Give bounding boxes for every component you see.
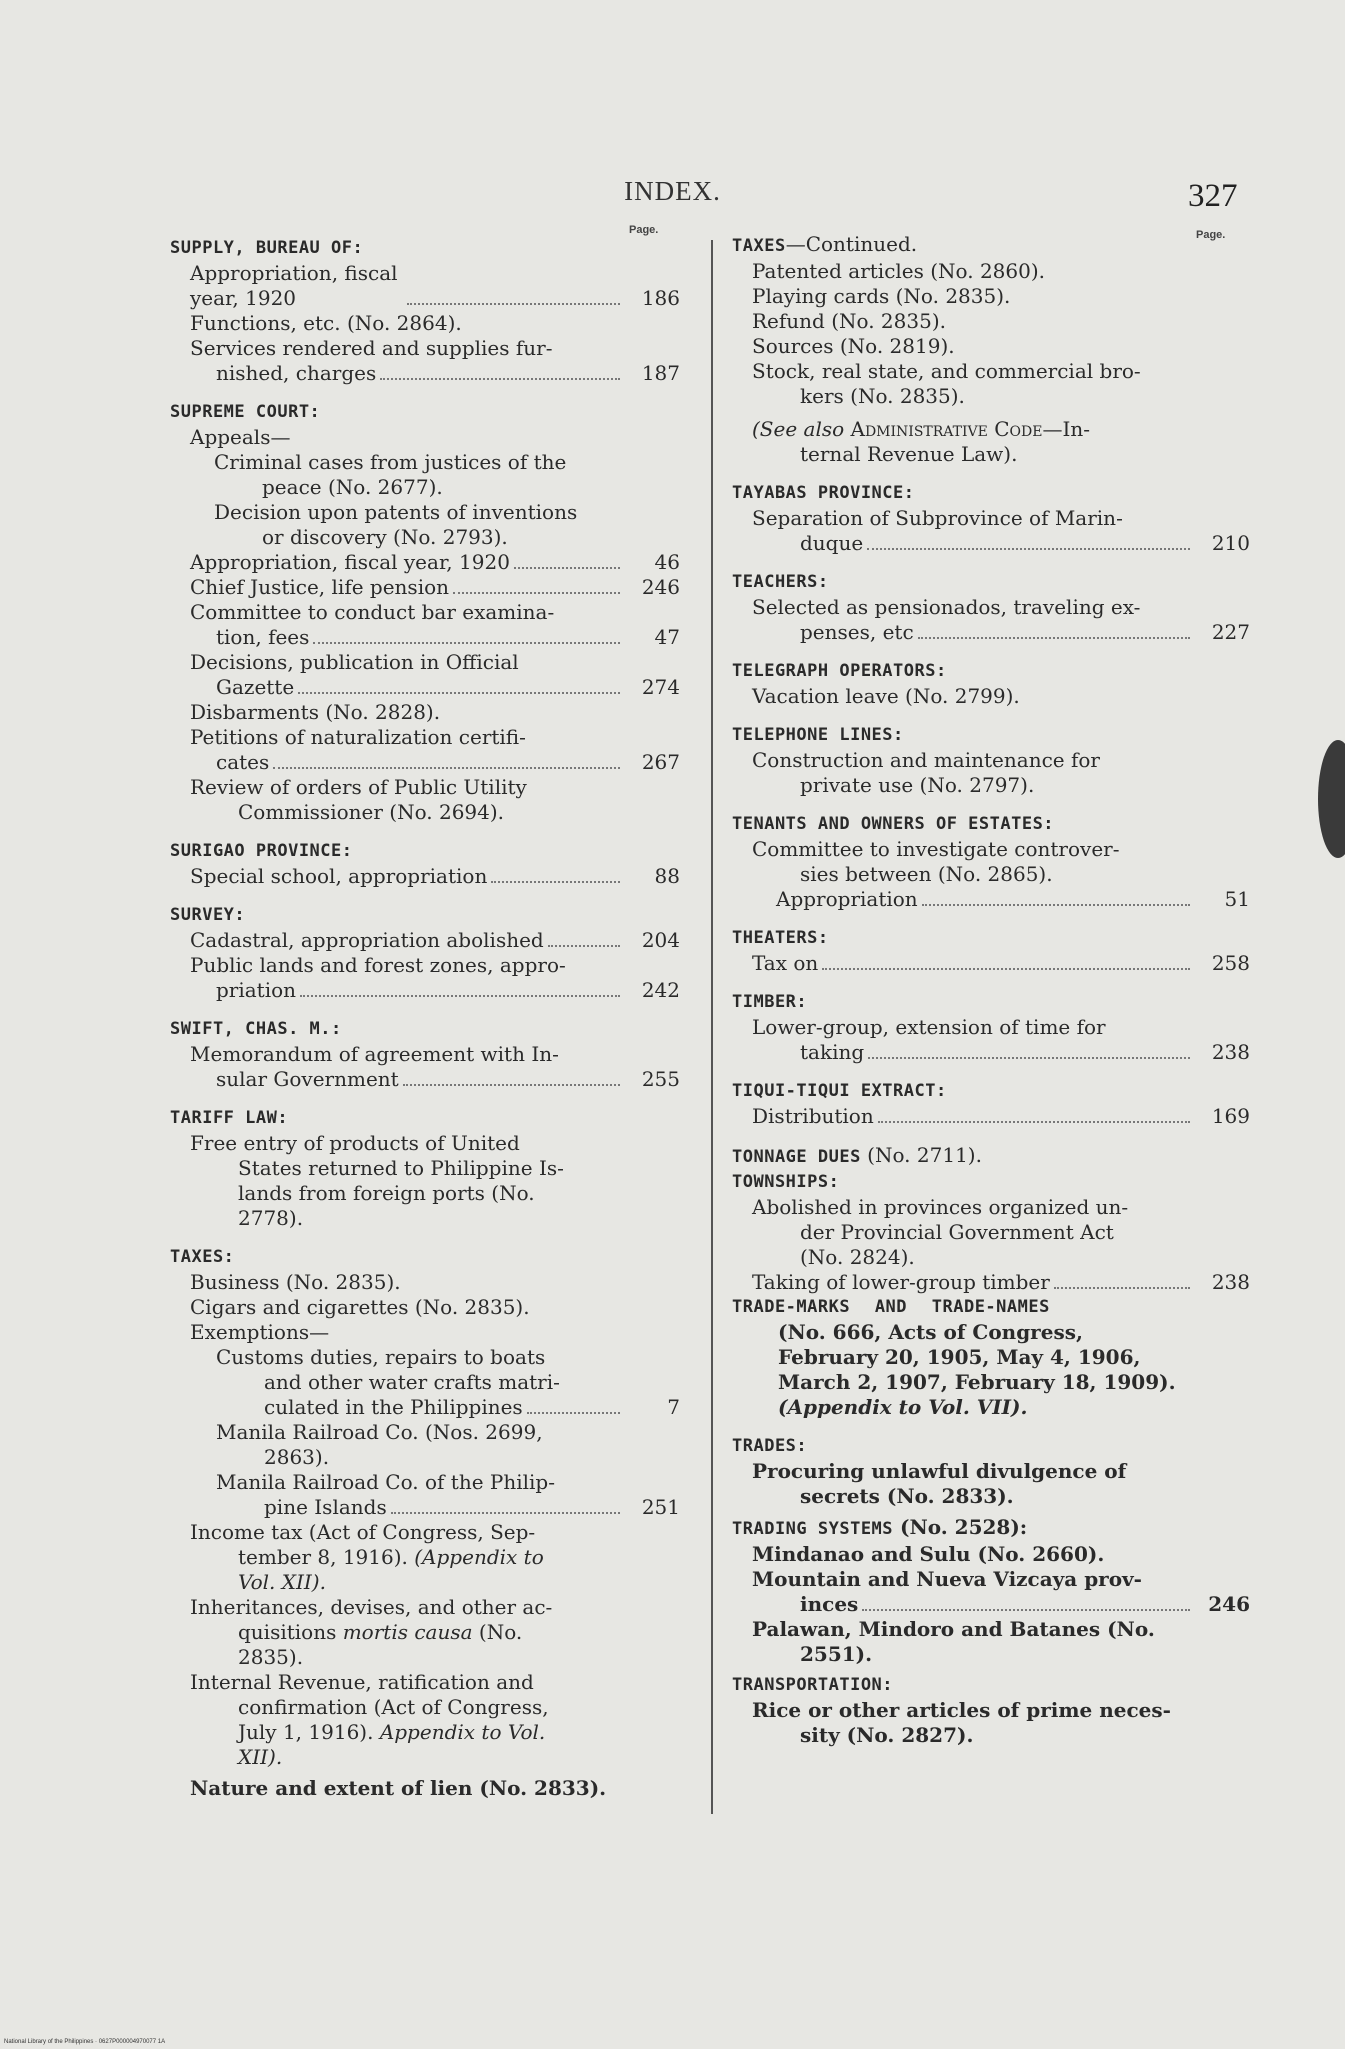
index-entry: Functions, etc. (No. 2864). — [190, 311, 462, 335]
index-heading: TARIFF LAW: — [170, 1108, 289, 1128]
page-ref: 88 — [654, 864, 680, 888]
index-heading: TRADES: — [732, 1436, 808, 1456]
index-entry: Income tax (Act of Congress, Sep- — [190, 1520, 536, 1544]
index-entry: XII). — [238, 1745, 283, 1769]
index-entry: Abolished in provinces organized un- — [752, 1195, 1129, 1219]
index-entry: Inheritances, devises, and other ac- — [190, 1595, 553, 1619]
cross-reference: ternal Revenue Law). — [800, 442, 1018, 466]
index-entry: Business (No. 2835). — [190, 1270, 401, 1294]
index-entry: Review of orders of Public Utility — [190, 775, 527, 799]
scan-credit: National Library of the Philippines · 0627P000004970077 1A — [4, 2039, 166, 2045]
index-entry: Free entry of products of United — [190, 1131, 520, 1155]
page-ref: 251 — [641, 1495, 680, 1519]
index-heading: TENANTS AND OWNERS OF ESTATES: — [732, 814, 1055, 834]
page-ref: 186 — [641, 286, 680, 310]
index-entry: Selected as pensionados, traveling ex- — [752, 595, 1141, 619]
index-entry: private use (No. 2797). — [800, 773, 1035, 797]
index-entry: Special school, appropriation 88 — [190, 864, 680, 888]
index-entry: Vacation leave (No. 2799). — [752, 684, 1020, 708]
index-entry: tember 8, 1916). (Appendix to — [238, 1545, 544, 1569]
index-entry: culated in the Philippines 7 — [264, 1395, 680, 1419]
index-heading: TEACHERS: — [732, 572, 829, 592]
index-heading: SURVEY: — [170, 905, 246, 925]
index-heading: THEATERS: — [732, 928, 829, 948]
index-entry: March 2, 1907, February 18, 1909). — [778, 1370, 1176, 1394]
index-entry: Internal Revenue, ratification and — [190, 1670, 534, 1694]
index-entry: or discovery (No. 2793). — [262, 525, 508, 549]
index-entry: confirmation (Act of Congress, — [238, 1695, 549, 1719]
index-entry: Stock, real state, and commercial bro- — [752, 359, 1141, 383]
index-entry: sity (No. 2827). — [800, 1723, 974, 1747]
index-entry: der Provincial Government Act — [800, 1220, 1114, 1244]
index-entry: (Appendix to Vol. VII). — [778, 1395, 1028, 1419]
index-entry: Distribution 169 — [752, 1104, 1250, 1128]
page-number: 327 — [1188, 178, 1238, 214]
index-entry: July 1, 1916). Appendix to Vol. — [238, 1720, 546, 1744]
index-entry: duque 210 — [800, 531, 1250, 555]
index-heading: TRADE-MARKS AND TRADE-NAMES — [732, 1297, 1050, 1317]
index-entry: Appropriation 51 — [776, 887, 1250, 911]
index-entry: Chief Justice, life pension 246 — [190, 575, 680, 599]
index-entry: Vol. XII). — [238, 1570, 326, 1594]
index-entry: (No. 2824). — [800, 1245, 915, 1269]
index-entry: Customs duties, repairs to boats — [216, 1345, 546, 1369]
index-entry: Exemptions— — [190, 1320, 330, 1344]
page-column-label-left: Page. — [629, 224, 659, 236]
index-entry: 2835). — [238, 1645, 304, 1669]
index-entry: peace (No. 2677). — [262, 475, 443, 499]
index-entry: States returned to Philippine Is- — [238, 1156, 564, 1180]
index-entry: inces 246 — [800, 1592, 1250, 1616]
index-heading: TIMBER: — [732, 992, 808, 1012]
index-entry: Criminal cases from justices of the — [214, 450, 567, 474]
index-entry: taking 238 — [800, 1040, 1250, 1064]
cross-reference: (See also Administrative Code—In- — [752, 417, 1090, 441]
index-heading: SWIFT, CHAS. M.: — [170, 1019, 342, 1039]
index-entry: Decision upon patents of inventions — [214, 500, 578, 524]
page-ref: 187 — [641, 361, 680, 385]
index-column-left — [170, 236, 680, 1801]
page-ref: 242 — [641, 978, 680, 1002]
index-entry: (No. 666, Acts of Congress, — [778, 1320, 1083, 1344]
index-column-right — [732, 232, 1250, 1748]
index-entry: Taking of lower-group timber 238 — [752, 1270, 1250, 1294]
index-entry: pine Islands 251 — [264, 1495, 680, 1519]
index-entry: Manila Railroad Co. (Nos. 2699, — [216, 1420, 543, 1444]
index-entry: kers (No. 2835). — [800, 384, 965, 408]
index-heading-continued: TAXES—Continued. — [732, 232, 918, 256]
index-heading: TAYABAS PROVINCE: — [732, 483, 915, 503]
running-title: INDEX. — [624, 176, 721, 206]
index-entry: and other water crafts matri- — [264, 1370, 560, 1394]
index-entry: tion, fees 47 — [216, 625, 680, 649]
index-entry: Gazette 274 — [216, 675, 680, 699]
index-entry: cates 267 — [216, 750, 680, 774]
index-entry: Construction and maintenance for — [752, 748, 1100, 772]
page-ref: 169 — [1211, 1104, 1250, 1128]
index-entry: Appeals— — [190, 425, 291, 449]
index-entry: Committee to conduct bar examina- — [190, 600, 555, 624]
index-heading: TAXES: — [170, 1247, 235, 1267]
index-entry: Petitions of naturalization certifi- — [190, 725, 526, 749]
index-entry: quisitions mortis causa (No. — [238, 1620, 523, 1644]
index-entry: sular Government 255 — [216, 1067, 680, 1091]
index-entry: Disbarments (No. 2828). — [190, 700, 441, 724]
index-entry: Lower-group, extension of time for — [752, 1015, 1106, 1039]
page-ref: 238 — [1211, 1270, 1250, 1294]
page-ref: 227 — [1211, 620, 1250, 644]
index-entry: Cadastral, appropriation abolished 204 — [190, 928, 680, 952]
index-heading: TRADING SYSTEMS (No. 2528): — [732, 1515, 1028, 1539]
page-column-label-right: Page. — [1196, 229, 1226, 241]
index-entry: Palawan, Mindoro and Batanes (No. — [752, 1617, 1155, 1641]
index-entry: Rice or other articles of prime neces- — [752, 1698, 1171, 1722]
index-entry: 2778). — [238, 1206, 304, 1230]
page-ref: 255 — [641, 1067, 680, 1091]
index-entry: Cigars and cigarettes (No. 2835). — [190, 1295, 530, 1319]
index-heading: TELEGRAPH OPERATORS: — [732, 661, 947, 681]
index-heading: SUPPLY, BUREAU OF: — [170, 238, 364, 258]
index-heading: TRANSPORTATION: — [732, 1675, 894, 1695]
index-entry: Sources (No. 2819). — [752, 334, 955, 358]
index-entry: Memorandum of agreement with In- — [190, 1042, 559, 1066]
index-entry: Playing cards (No. 2835). — [752, 284, 1011, 308]
page-ref: 267 — [641, 750, 680, 774]
page-ref: 274 — [641, 675, 680, 699]
index-entry: Appropriation, fiscal year, 1920 46 — [190, 550, 680, 574]
index-entry: 2551). — [800, 1642, 873, 1666]
page-ref: 204 — [641, 928, 680, 952]
page-ref: 51 — [1224, 887, 1250, 911]
index-entry: secrets (No. 2833). — [800, 1484, 1014, 1508]
page-ref: 47 — [654, 625, 680, 649]
index-entry: nished, charges 187 — [216, 361, 680, 385]
index-entry: 2863). — [264, 1445, 330, 1469]
index-entry: Patented articles (No. 2860). — [752, 259, 1046, 283]
index-entry: Committee to investigate controver- — [752, 837, 1120, 861]
index-entry: Mountain and Nueva Vizcaya prov- — [752, 1567, 1142, 1591]
index-entry: Appropriation, fiscal year, 1920 186 — [190, 261, 680, 310]
index-heading: TONNAGE DUES (No. 2711). — [732, 1143, 982, 1167]
page-ref: 246 — [1208, 1592, 1250, 1616]
index-entry: lands from foreign ports (No. — [238, 1181, 535, 1205]
index-entry: February 20, 1905, May 4, 1906, — [778, 1345, 1141, 1369]
index-heading: SURIGAO PROVINCE: — [170, 841, 353, 861]
page-ref: 46 — [654, 550, 680, 574]
index-entry: Manila Railroad Co. of the Philip- — [216, 1470, 555, 1494]
index-entry: Refund (No. 2835). — [752, 309, 946, 333]
index-entry: penses, etc 227 — [800, 620, 1250, 644]
index-entry: Commissioner (No. 2694). — [238, 800, 505, 824]
page-ref: 246 — [641, 575, 680, 599]
index-entry: sies between (No. 2865). — [800, 862, 1053, 886]
index-entry: Separation of Subprovince of Marin- — [752, 506, 1123, 530]
column-divider — [711, 240, 713, 1814]
index-heading: TELEPHONE LINES: — [732, 725, 904, 745]
index-entry: Tax on 258 — [752, 951, 1250, 975]
index-entry: Public lands and forest zones, appro- — [190, 953, 566, 977]
index-heading: TIQUI-TIQUI EXTRACT: — [732, 1081, 947, 1101]
page-ref: 258 — [1211, 951, 1250, 975]
page-ref: 7 — [667, 1395, 680, 1419]
index-heading: TOWNSHIPS: — [732, 1172, 840, 1192]
index-entry: Nature and extent of lien (No. 2833). — [190, 1776, 607, 1800]
index-entry: Mindanao and Sulu (No. 2660). — [752, 1542, 1105, 1566]
index-entry: Services rendered and supplies fur- — [190, 336, 553, 360]
index-entry: Procuring unlawful divulgence of — [752, 1459, 1127, 1483]
page-ref: 238 — [1211, 1040, 1250, 1064]
index-entry: priation 242 — [216, 978, 680, 1002]
scan-thumb-shadow — [1318, 740, 1345, 858]
page-ref: 210 — [1211, 531, 1250, 555]
index-heading: SUPREME COURT: — [170, 402, 321, 422]
index-entry: Decisions, publication in Official — [190, 650, 519, 674]
